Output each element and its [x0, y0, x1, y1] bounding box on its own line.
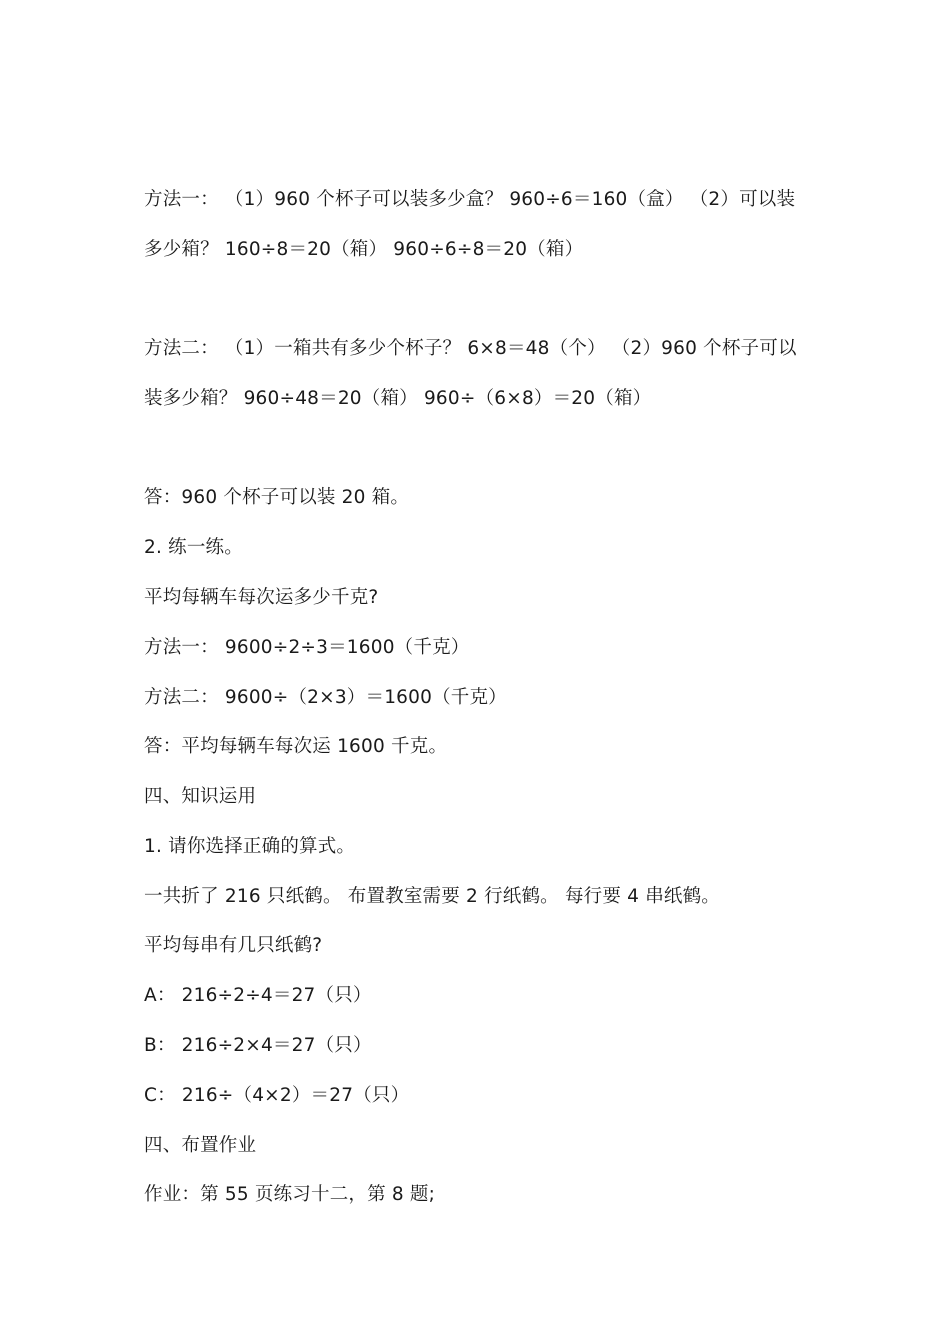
option-c: C： 216÷（4×2）＝27（只） [144, 1085, 410, 1106]
practice-answer: 答：平均每辆车每次运 1600 千克。 [144, 736, 448, 757]
practice-heading: 2. 练一练。 [144, 537, 243, 558]
choose-formula-heading: 1. 请你选择正确的算式。 [144, 836, 356, 857]
section-heading-homework: 四、布置作业 [144, 1135, 257, 1156]
practice-question: 平均每辆车每次运多少千克? [144, 587, 379, 608]
option-b: B： 216÷2×4＝27（只） [144, 1035, 372, 1056]
method-one-line-2: 多少箱？ 160÷8＝20（箱） 960÷6÷8＝20（箱） [144, 239, 584, 260]
problem-question: 平均每串有几只纸鹤? [144, 935, 323, 956]
answer-line: 答：960 个杯子可以装 20 箱。 [144, 487, 410, 508]
method-one-line-1: 方法一： （1）960 个杯子可以装多少盒？ 960÷6＝160（盒） （2）可以装 [144, 189, 796, 210]
method-two-line-2: 装多少箱？ 960÷48＝20（箱） 960÷（6×8）＝20（箱） [144, 388, 652, 409]
homework-line: 作业：第 55 页练习十二，第 8 题; [144, 1184, 436, 1205]
method-two-line-1: 方法二： （1）一箱共有多少个杯子？ 6×8＝48（个） （2）960 个杯子可以 [144, 338, 797, 359]
problem-statement: 一共折了 216 只纸鹤。 布置教室需要 2 行纸鹤。 每行要 4 串纸鹤。 [144, 886, 720, 907]
practice-method-two: 方法二： 9600÷（2×3）＝1600（千克） [144, 687, 507, 708]
section-heading-knowledge: 四、知识运用 [144, 786, 257, 807]
option-a: A： 216÷2÷4＝27（只） [144, 985, 372, 1006]
practice-method-one: 方法一： 9600÷2÷3＝1600（千克） [144, 637, 470, 658]
